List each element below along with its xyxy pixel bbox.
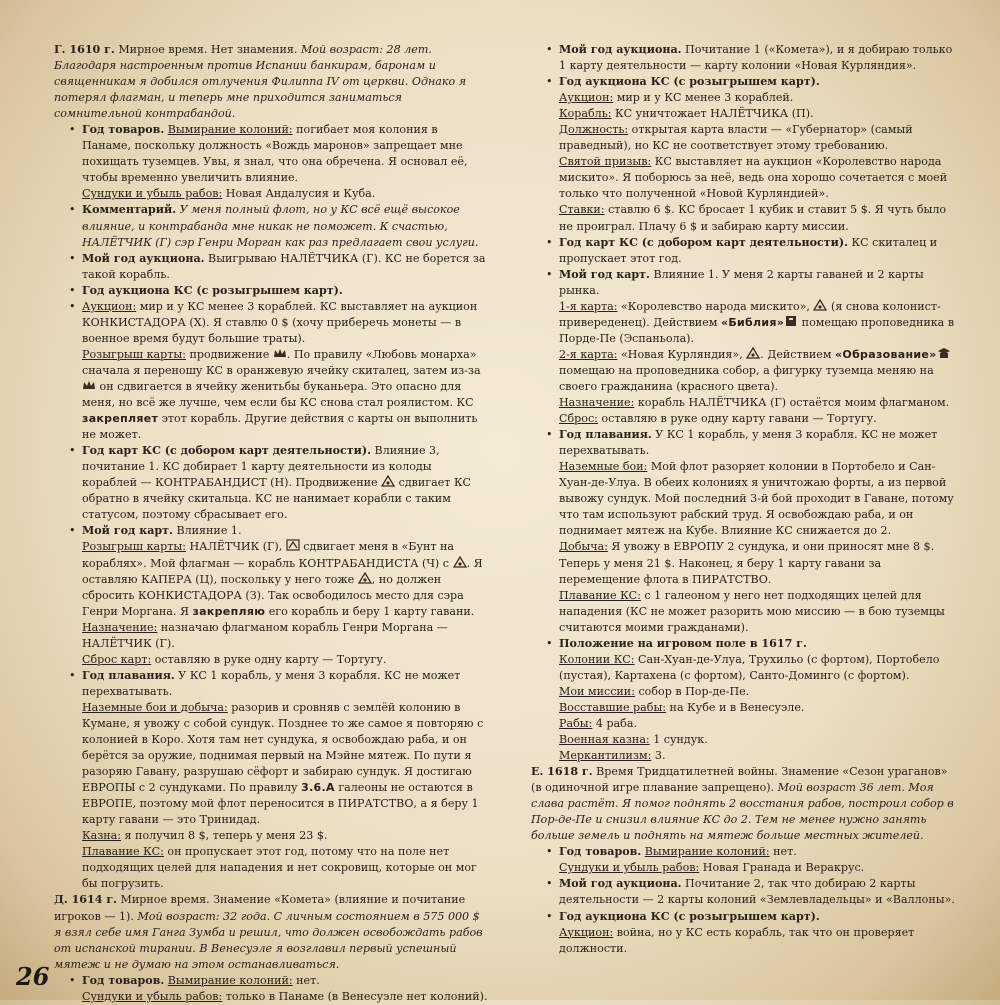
year-heading: Е. 1618 г. bbox=[531, 765, 593, 779]
mutiny-icon bbox=[286, 539, 300, 551]
list-item: • Мой год карт. Влияние 1. bbox=[69, 524, 242, 538]
crown-icon bbox=[273, 347, 287, 359]
list-item: Аукцион: мир и у КС менее 3 кораблей. bbox=[559, 91, 794, 105]
ship-status-icon bbox=[746, 347, 760, 359]
list-item: Ставки: ставлю 6 $. КС бросает 1 кубик и ставит 5 $. Я чуть было не проиграл. Плачу 6 $ и забираю карту миссии. bbox=[559, 203, 947, 233]
list-item: Меркантилизм: 3. bbox=[559, 749, 666, 763]
list-item: Святой призыв: КС выставляет на аукцион «Королевство народа мискито». Я поборюсь за неё, ведь она хорошо сочетается с моей только что полученной «Новой Курляндией». bbox=[559, 155, 948, 201]
list-item: Казна: я получил 8 $, теперь у меня 23 $. bbox=[82, 829, 328, 843]
list-item: • Комментарий. У меня полный флот, но у КС всё ещё высокое влияние, и контрабанда мне никак не поможет. К счастью, НАЛЁТЧИК (Г) сэр Генри Морган как раз предлагает свои услуги. bbox=[69, 203, 479, 249]
list-item: Сундуки и убыль рабов: только в Панаме (в Венесуэле нет колоний). bbox=[82, 989, 488, 1003]
ship-status-icon bbox=[453, 556, 467, 568]
list-item: Розыгрыш карты: НАЛЁТЧИК (Г), сдвигает меня в «Бунт на кораблях». Мой флагман — корабль КОНТРАБАНДИСТА (Ч) с . Я оставляю КАПЕРА (Ц), поскольку у него тоже , но должен сбросить КОНКИСТАДОРА (З). Так освободилось место для сэра Генри Моргана. Я закрепляю его корабль и беру 1 карту гавани. bbox=[82, 540, 483, 618]
list-item: • Год товаров. Вымирание колоний: нет. bbox=[69, 973, 320, 987]
list-item: • Год плавания. У КС 1 корабль, у меня 3 корабля. КС не может перехватывать. bbox=[69, 668, 461, 698]
list-item: • Год плавания. У КС 1 корабль, у меня 3 корабля. КС не может перехватывать. bbox=[546, 428, 938, 458]
list-item: Военная казна: 1 сундук. bbox=[559, 733, 708, 747]
education-icon bbox=[937, 347, 951, 359]
right-column bbox=[531, 42, 955, 957]
list-item: • Год товаров. Вымирание колоний: погибает моя колония в Панаме, поскольку должность «Вождь маронов» запрещает мне похищать туземцев. Увы, я знал, что она обречена. Я основал её, чтобы временно увеличить влияние. bbox=[69, 123, 468, 185]
list-item: Аукцион: война, но у КС есть корабль, так что он проверяет должности. bbox=[559, 925, 915, 955]
list-item: Наземные бои и добыча: разорив и сровняв с землёй колонию в Кумане, я увожу с собой сундук. Позднее то же самое я повторяю с колонией в Коро. Хотя там нет сундука, я освобождаю раба, и он берётся за оружие, поднимая первый на Мэйне мятеж. По пути я разоряю Гавану, разрушаю сёфорт и забираю сундук. Я достигаю ЕВРОПЫ с 2 сундуками. По правилу 3.6.А галеоны не остаются в ЕВРОПЕ, поэтому мой флот переносится в ПИРАТСТВО, а я беру 1 карту гавани — это Тринидад. bbox=[82, 700, 484, 827]
list-item: 1-я карта: «Королевство народа мискито», (я снова колонист-привереденец). Действием «Библия» помещаю проповедника в Порде-Пе (Эспаньола). bbox=[559, 299, 955, 345]
list-item: Наземные бои: Мой флот разоряет колонии в Портобело и Сан-Хуан-де-Улуа. В обеих колониях я уничтожаю форты, а из первой вывожу сундук. Мой последний 3-й бой проходит в Гаване, потому что там используют рабский труд. Я освобождаю раба, и он поднимает мятеж на Кубе. Влияние КС снижается до 2. bbox=[559, 460, 954, 538]
list-item: • Год аукциона КС (с розыгрышем карт). bbox=[546, 75, 820, 89]
list-item: • Мой год аукциона. Выигрываю НАЛЁТЧИКА (Г). КС не борется за такой корабль. bbox=[69, 251, 486, 281]
list-item: Корабль: КС уничтожает НАЛЁТЧИКА (П). bbox=[559, 107, 814, 121]
list-item: Розыгрыш карты: продвижение . По правилу «Любовь монарха» сначала я переношу КС в оранжевую ячейку скиталец, затем из-за он сдвигается в ячейку женитьбы буканьера. Это опасно для меня, но всё же лучше, чем если бы КС снова стал роялистом. КС закрепляет этот корабль. Другие действия с карты он выполнить не может. bbox=[82, 347, 481, 442]
year-heading: Г. 1610 г. bbox=[54, 43, 115, 56]
list-item: • Мой год карт. Влияние 1. У меня 2 карты гаваней и 2 карты рынка. bbox=[546, 267, 924, 297]
list-item: • Год аукциона КС (с розыгрышем карт). bbox=[546, 909, 820, 923]
list-item: Назначение: назначаю флагманом корабль Генри Моргана — НАЛЁТЧИК (Г). bbox=[82, 620, 448, 650]
page-number: 26 bbox=[16, 962, 50, 991]
list-item: 2-я карта: «Новая Курляндия», . Действием «Образование» помещаю на проповедника собор, а фигурку туземца меняю на своего гражданина (красного цвета). bbox=[543, 347, 955, 395]
list-item: Добыча: Я увожу в ЕВРОПУ 2 сундука, и они приносят мне 8 $. Теперь у меня 21 $. Наконец, я беру 1 карту гавани за перемещение флота в ПИРАТСТВО. bbox=[559, 540, 935, 586]
list-item: Сброс карт: оставляю в руке одну карту — Тортугу. bbox=[82, 652, 387, 666]
list-item: • Мой год аукциона. Почитание 1 («Комета»), и я добираю только 1 карту деятельности — карту колонии «Новая Курляндия». bbox=[546, 43, 953, 73]
list-item: Сундуки и убыль рабов: Новая Андалусия и Куба. bbox=[82, 187, 376, 201]
list-item: Мои миссии: собор в Пор-де-Пе. bbox=[559, 684, 750, 698]
year-heading: Д. 1614 г. bbox=[54, 893, 117, 907]
ship-status-icon bbox=[358, 572, 372, 584]
list-item: Восставшие рабы: на Кубе и в Венесуэле. bbox=[559, 700, 805, 714]
entry-d-continued bbox=[543, 42, 955, 764]
entry-e-intro: Е. 1618 г. Время Тридцатилетней войны. Знамение «Сезон ураганов» (в одиночной игре плавание запрещено). Мой возраст 36 лет. Моя слава растёт. Я помог поднять 2 восстания рабов, построил собор в Пор-де-Пе и снизил влияние КС до 2. Тем не менее нужно занять больше земель и поднять на мятеж больше местных жителей. bbox=[531, 765, 954, 843]
list-item: • Год карт КС (с добором карт деятельности). Влияние 3, почитание 1. КС добирает 1 карту деятельности из колоды кораблей — КОНТРАБАНДИСТ (Н). Продвижение сдвигает КС обратно в ячейку скитальца. КС не нанимает корабли с таким статусом, поэтому сбрасывает его. bbox=[69, 444, 472, 522]
list-item: • Аукцион: мир и у КС менее 3 кораблей. КС выставляет на аукцион КОНКИСТАДОРА (Х). Я ставлю 0 $ (хочу приберечь монеты — в военное время будут большие траты). bbox=[69, 299, 478, 345]
list-item: Рабы: 4 раба. bbox=[559, 716, 637, 730]
list-item: • Год товаров. Вымирание колоний: нет. bbox=[546, 845, 797, 859]
list-item: Назначение: корабль НАЛЁТЧИКА (Г) остаётся моим флагманом. bbox=[559, 396, 950, 410]
list-item: • Год карт КС (с добором карт деятельности). КС скиталец и пропускает этот год. bbox=[546, 235, 938, 265]
entry-g-intro: Г. 1610 г. Мирное время. Нет знамения. Мой возраст: 28 лет. Благодаря настроенным против Испании банкирам, баронам и священникам я добился отлучения Филиппа IV от церкви. Однако я потерял флагман, и теперь мне приходится заниматься сомнительной контрабандой. bbox=[54, 43, 467, 121]
entry-d-intro: Д. 1614 г. Мирное время. Знамение «Комета» (влияние и почитание игроков — 1). Мой возраст: 32 года. С личным состоянием в 575 000 $ я взял себе имя Ганга Зумба и решил, что должен освобождать рабов от испанской тирании. В Венесуэле я возглавил первый успешный мятеж и не думаю на этом останавливаться. bbox=[54, 893, 483, 971]
list-item: • Мой год аукциона. Почитание 2, так что добираю 2 карты деятельности — 2 карты колоний «Землевладельцы» и «Валлоны». bbox=[546, 877, 955, 907]
entry-e-body bbox=[543, 844, 955, 956]
list-item: • Положение на игровом поле в 1617 г. bbox=[546, 636, 807, 650]
list-item: Сундуки и убыль рабов: Новая Гранада и Веракрус. bbox=[559, 861, 865, 875]
book-icon bbox=[784, 315, 798, 327]
list-item: Колонии КС: Сан-Хуан-де-Улуа, Трухильо (с фортом), Портобело (пустая), Картахена (с фортом), Санто-Доминго (с фортом). bbox=[559, 652, 940, 682]
ship-status-icon bbox=[813, 299, 827, 311]
crown-icon bbox=[82, 379, 96, 391]
list-item: • Год аукциона КС (с розыгрышем карт). bbox=[69, 283, 343, 297]
list-item: Сброс: оставляю в руке одну карту гавани — Тортугу. bbox=[559, 412, 877, 426]
left-column bbox=[54, 42, 490, 1005]
entry-g-body bbox=[66, 122, 490, 892]
list-item: Плавание КС: с 1 галеоном у него нет подходящих целей для нападения (КС не может разорить мою миссию — в бою туземцы считаются моими гражданами). bbox=[559, 588, 945, 634]
ship-status-icon bbox=[381, 475, 395, 487]
list-item: Должность: открытая карта власти — «Губернатор» (самый праведный), но КС не соответствует этому требованию. bbox=[559, 123, 913, 153]
list-item: Плавание КС: он пропускает этот год, потому что на поле нет подходящих целей для нападения и нет сокровищ, которые он мог бы погрузить. bbox=[82, 845, 477, 891]
